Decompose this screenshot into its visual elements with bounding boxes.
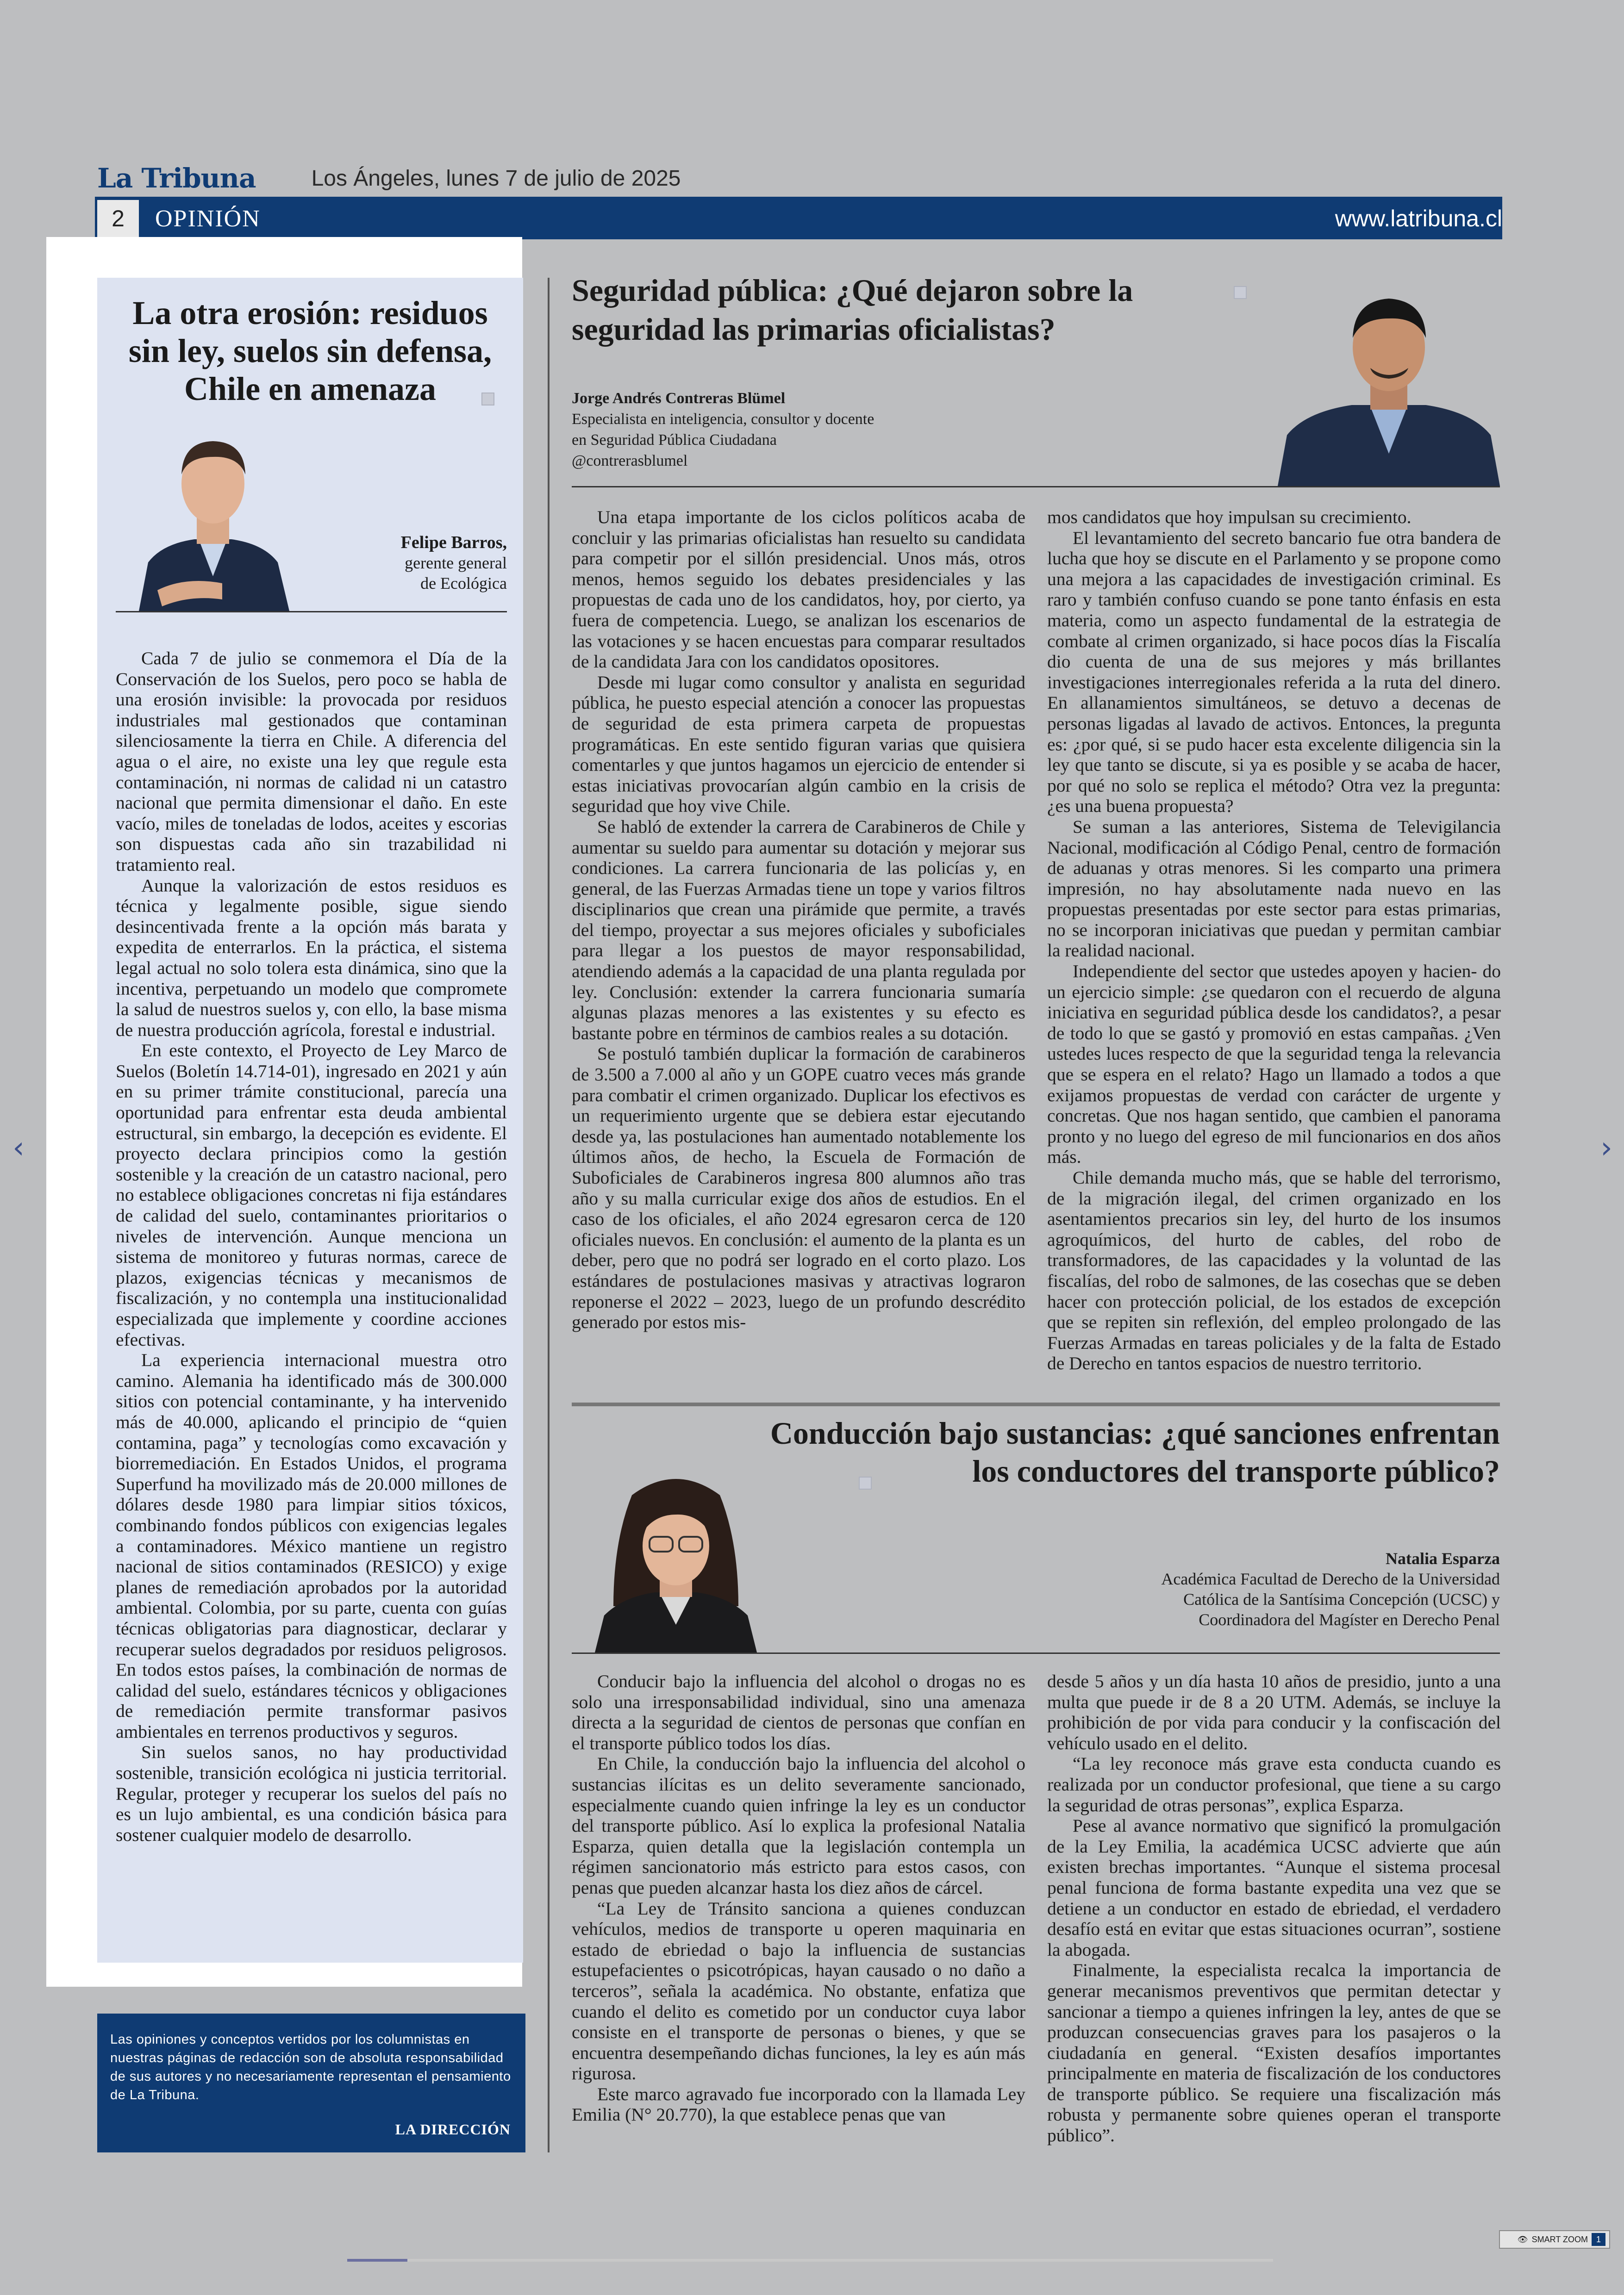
article-link-icon[interactable]: [481, 393, 494, 405]
smart-zoom-counter: 1: [1592, 2233, 1605, 2246]
bottom-paragraph: Este marco agravado fue incorporado con la llamada Ley Emilia (N° 20.770), la que establece penas que van: [572, 2083, 1025, 2125]
top-paragraph: Se suman a las anteriores, Sistema de Televigilancia Nacional, modificación al Código Penal, centro de formación de aduanas y otras menores. Si les comparto una primera impresión, no hay absolutamente nada nuevo en las propuestas presentadas por este sector para estas primarias, no se incorporan iniciativas que puedan y permitan cambiar la realidad nacional.: [1047, 816, 1501, 961]
bottom-title-line: Conducción bajo sustancias: ¿qué sanciones enfrentan: [770, 1416, 1500, 1451]
top-title-line: Seguridad pública: ¿Qué dejaron sobre la: [572, 273, 1133, 308]
top-paragraph: Desde mi lugar como consultor y analista en seguridad pública, he puesto especial atención a conocer las propuestas de seguridad de esta primera carpeta de propuestas programáticas. En este sentido figuran varias que quisiera comentarles y que juntos hagamos un ejercicio de entender si estas iniciativas provocarían algún cambio en la crisis de seguridad que hoy vive Chile.: [572, 672, 1025, 817]
left-paragraph: La experiencia internacional muestra otro camino. Alemania ha identificado más de 300.000 sitios con potencial contaminante, y ha intervenido más de 40.000, aplicando el principio de “quien contamina, paga” y tecnologías como excavación y biorremediación. En Estados Unidos, el programa Superfund ha movilizado más de 20.000 millones de dólares desde 1980 para limpiar sitios tóxicos, combinando fondos públicos con exigencias legales a contaminadores. México mantiene un registro nacional de sitios contaminados (RESICO) y exige planes de remediación aprobados por la autoridad ambiental. Colombia, por su parte, cuenta con guías técnicas obligatorias para diagnosticar, declarar y recuperar suelos degradados por residuos peligrosos. En todos estos países, la combinación de normas de calidad del suelo, estándares técnicos y obligaciones de remediación permite transformar pasivos ambientales en terrenos productivos y seguros.: [116, 1350, 507, 1742]
left-author-company: de Ecológica: [420, 574, 507, 592]
left-paragraph: Sin suelos sanos, no hay productividad sostenible, transición ecológica ni justicia territorial. Regular, proteger y recuperar los suelos del país no es un lujo ambiental, es una condición básica para sostener cualquier modelo de desarrollo.: [116, 1742, 507, 1845]
dateline: Los Ángeles, lunes 7 de julio de 2025: [311, 166, 681, 191]
bottom-paragraph: Pese al avance normativo que significó la promulgación de la Ley Emilia, la académica UCSC advierte que aún existen brechas importantes. “Aunque el sistema procesal penal funciona de forma bastante expedita una vez que se detiene a un conductor en estado de ebriedad, el verdadero desafío está en evitar que estas situaciones ocurran”, sostiene la abogada.: [1047, 1815, 1501, 1960]
top-article-col-1: [572, 507, 1025, 1333]
disclaimer-text: Las opiniones y conceptos vertidos por los columnistas en nuestras páginas de redacción son de absoluta responsabilidad de sus autores y no necesariamente representan el pensamiento de La Tribuna.: [110, 2032, 511, 2102]
bottom-author-role: Católica de la Santísima Concepción (UCSC) y: [1183, 1590, 1500, 1609]
article-separator: [572, 1403, 1500, 1406]
jorge-contreras-photo: [1278, 278, 1500, 486]
smart-zoom-label: SMART ZOOM: [1531, 2234, 1588, 2244]
top-byline: [572, 388, 1035, 471]
masthead: [97, 153, 681, 204]
bottom-author-role: Académica Facultad de Derecho de la Universidad: [1161, 1570, 1500, 1588]
left-paragraph: En este contexto, el Proyecto de Ley Marco de Suelos (Boletín 14.714-01), ingresado en 2021 y aún en su primer trámite constitucional, parecía una oportunidad para enfrentar esta deuda ambiental estructural, sin embargo, la decepción es evidente. El proyecto declara principios como la gestión sostenible y la creación de un catastro nacional, pero no establece obligaciones concretas ni fija estándares de calidad del suelo, contaminantes prioritarios o niveles de intervención. Aunque menciona un sistema de monitoreo y futuras normas, carece de plazos, exigencias técnicas y mecanismos de fiscalización, y no contempla una institucionalidad especializada que implemente y coordine acciones efectivas.: [116, 1040, 507, 1350]
left-article-body: [116, 648, 507, 1845]
bottom-byline: [1065, 1548, 1500, 1630]
top-paragraph: Se postuló también duplicar la formación de carabineros de 3.500 a 7.000 al año y un GOPE cuatro veces más grande para combatir el crimen organizado. Duplicar los efectivos es un requerimiento urgente que se debiera estar ejecutando desde ya, las postulaciones han aumentado notablemente los últimos años, de hecho, la Escuela de Formación de Suboficiales de Carabineros ingresa 800 alumnos año tras año y su malla curricular exige dos años de estudios. En el caso de los oficiales, el año 2024 egresaron cerca de 120 oficiales nuevos. En conclusión: el aumento de la planta es un deber, pero que no podrá ser logrado en el corto plazo. Los estándares de postulaciones masivas y atractivas lograron reponerse el 2022 – 2023, luego de un profundo descrédito generado por estos mis-: [572, 1043, 1025, 1333]
bottom-paragraph: “La ley reconoce más grave esta conducta cuando es realizada por un conductor profesional, que tiene a su cargo la seguridad de otras personas”, explica Esparza.: [1047, 1753, 1501, 1815]
left-paragraph: Cada 7 de julio se conmemora el Día de la Conservación de los Suelos, pero poco se habla de una erosión invisible: la provocada por residuos industriales mal gestionados que contaminan silenciosamente la tierra en Chile. A diferencia del agua o el aire, no existe una ley que regule esta contaminación, ni normas de calidad ni un catastro nacional que permita dimensionar el daño. En este vacío, miles de toneladas de lodos, aceites y escorias son dispuestas cada año sin trazabilidad ni tratamiento real.: [116, 648, 507, 875]
bottom-paragraph: Conducir bajo la influencia del alcohol o drogas no es solo una irresponsabilidad individual, sino una amenaza directa a la seguridad de cientos de personas que confían en el transporte público todos los días.: [572, 1671, 1025, 1753]
left-article-title: La otra erosión: residuos sin ley, suelos sin defensa, Chile en amenaza: [128, 294, 492, 407]
page-number: 2: [97, 200, 139, 237]
editorial-disclaimer: [97, 2014, 525, 2152]
bottom-byline-rule: [572, 1653, 1500, 1654]
newspaper-logo: La Tribuna: [97, 162, 256, 194]
column-divider: [548, 278, 550, 2152]
bottom-paragraph: “La Ley de Tránsito sanciona a quienes conduzcan vehículos, medios de transporte u operen maquinaria en estado de ebriedad o bajo la influencia de sustancias estupefacientes o psicotrópicas, hayan causado o no daño a terceros”, señala la académica. No obstante, enfatiza que cuando el delito es cometido por un conductor cuya labor consiste en el transporte de personas o bienes, y que se encuentra desempeñando dichas funciones, la ley es aún más rigurosa.: [572, 1898, 1025, 2084]
top-byline-rule: [572, 486, 1500, 487]
top-article-col-2: [1047, 507, 1501, 1374]
page-progress-bar[interactable]: [347, 2259, 1273, 2262]
left-author-name: Felipe Barros,: [400, 533, 507, 552]
article-link-icon[interactable]: [859, 1477, 872, 1490]
top-author-name: Jorge Andrés Contreras Blümel: [572, 390, 786, 407]
left-author-role: gerente general: [405, 554, 507, 572]
disclaimer-signature: LA DIRECCIÓN: [395, 2121, 511, 2138]
top-author-role: en Seguridad Pública Ciudadana: [572, 431, 777, 449]
bottom-article-col-2: [1047, 1671, 1501, 2146]
bottom-article-col-1: [572, 1671, 1025, 2125]
left-paragraph: Aunque la valorización de estos residuos es técnica y legalmente posible, sigue siendo desincentivada frente a la opción más barata y expedita de enterrarlos. En la práctica, el sistema legal actual no solo tolera esta dinámica, sino que la incentiva, perpetuando un modelo que compromete la salud de nuestros suelos y, con ello, la base misma de nuestra producción agrícola, forestal e industrial.: [116, 875, 507, 1040]
page-progress-fill: [347, 2259, 407, 2262]
chevron-right-icon[interactable]: ›: [1600, 1131, 1612, 1165]
left-byline: [324, 532, 507, 593]
bottom-author-role: Coordinadora del Magíster en Derecho Penal: [1199, 1610, 1500, 1629]
top-paragraph: mos candidatos que hoy impulsan su crecimiento.: [1047, 507, 1412, 527]
top-paragraph: El levantamiento del secreto bancario fue otra bandera de lucha que hoy se discute en el Parlamento y se propone como una mejora a las capacidades de investigación criminal. Es raro y también confuso cuando se pone tanto énfasis en esta materia, como un aspecto fundamental de la estrategia de combate al crimen organizado, si hace pocos días la Fiscalía dio cuenta de una de sus mejores y más brillantes investigaciones interregionales referida a la ruta del dinero. En allanamientos simultáneos, se detuvo a decenas de personas ligadas al lavado de activos. Entonces, la pregunta es: ¿por qué, si se pudo hacer esta excelente diligencia sin la ley que tanto se discute, si ya es posible y se acaba de hacer, por qué no solo se replica el método? Otra vez la pregunta: ¿es una buena propuesta?: [1047, 527, 1501, 817]
top-author-handle: @contrerasblumel: [572, 452, 688, 469]
felipe-barros-photo: [130, 424, 296, 611]
bottom-paragraph: Finalmente, la especialista recalca la importancia de generar mecanismos preventivos que permitan detectar y sancionar a tiempo a quienes infringen la ley, antes de que se produzcan consecuencias graves para los pasajeros o la ciudadanía en general. “Existen desafíos importantes principalmente en materia de fiscalización de los conductores de transporte público. Se requiere una fiscalización más robusta y permanente sobre quienes operan el transporte público”.: [1047, 1960, 1501, 2146]
top-paragraph: Se habló de extender la carrera de Carabineros de Chile y aumentar su sueldo para aumentar su dotación y mejorar sus condiciones. La carrera funcionaria de las policías y, en general, de las Fuerzas Armadas tiene un tope y varios filtros disciplinarios que crean una pirámide que permite, a través del tiempo, proyectar a sus mejores oficiales y suboficiales para llegar a los puestos de mayor responsabilidad, atendiendo además a la capacidad de una planta regulada por ley. Conclusión: extender la carrera funcionaria sumaría algunas plazas menores a las existentes y su efecto es bastante pobre en términos de cambios reales a su dotación.: [572, 816, 1025, 1043]
article-link-icon[interactable]: [1234, 286, 1247, 299]
site-url: www.latribuna.cl: [1335, 206, 1502, 231]
smart-zoom-button[interactable]: [1499, 2230, 1610, 2249]
top-paragraph: Independiente del sector que ustedes apoyen y hacien- do un ejercicio simple: ¿se quedaron con el recuerdo de alguna iniciativa en seguridad pública desde los candidatos?, a pesar de todo lo que se gastó y promovió en estas campañas. ¿Ven ustedes luces respecto de que la seguridad tenga la relevancia que se espera en el relato? Hago un llamado a todos a que exijamos propuestas de verdad con carácter de urgente y concretas. Que nos hagan sentido, que cambien el panorama pronto y no luego del egreso de mil funcionarios en dos años más.: [1047, 961, 1501, 1167]
bottom-author-name: Natalia Esparza: [1386, 1549, 1500, 1568]
top-paragraph: Chile demanda mucho más, que se hable del terrorismo, de la migración ilegal, del crimen organizado en los asentamientos precarios sin ley, del hurto de los insumos agroquímicos, del hurto de cables, del robo de transformadores, de las capacidades y la voluntad de las fiscalías, del robo de salmones, de las cosechas que se deben hacer con protección policial, de los estados de excepción que se repiten sin reflexión, del empleo prolongado de las Fuerzas Armadas en tareas policiales y de la falta de Estado de Derecho en tantos espacios de nuestro territorio.: [1047, 1167, 1501, 1374]
top-article-title: [572, 271, 1243, 349]
section-title: OPINIÓN: [155, 205, 261, 232]
chevron-left-icon[interactable]: ‹: [12, 1131, 25, 1165]
left-byline-rule: [116, 611, 507, 612]
bottom-paragraph: desde 5 años y un día hasta 10 años de presidio, junto a una multa que puede ir de 8 a 20 UTM. Además, se incluye la prohibición de por vida para conducir y la confiscación del vehículo usado en el delito.: [1047, 1671, 1501, 1753]
top-paragraph: Una etapa importante de los ciclos políticos acaba de concluir y las primarias oficialistas han resuelto su candidata para competir por el sillón presidencial. Unos más, otros menos, hemos seguido los debates presidenciales y las propuestas de cada uno de los candidatos, hoy, por cierto, ya fuera de competencia. Luego, se analizan los escenarios de las votaciones y se hacen encuestas para comparar resultados de la candidata Jara con los candidatos opositores.: [572, 507, 1025, 672]
bottom-article-title: [648, 1414, 1500, 1490]
section-bar: [95, 197, 1502, 239]
eye-icon: 👁: [1517, 2234, 1528, 2244]
bottom-paragraph: En Chile, la conducción bajo la influencia del alcohol o sustancias ilícitas es un delito severamente sancionado, especialmente cuando quien infringe la ley es un conductor del transporte público. Así lo explica la profesional Natalia Esparza, quien detalla que la legislación contempla un régimen sancionatorio más estricto para estos casos, con penas que pueden alcanzar hasta los diez años de cárcel.: [572, 1753, 1025, 1898]
top-title-line: seguridad las primarias oficialistas?: [572, 312, 1056, 347]
natalia-esparza-photo: [586, 1467, 766, 1653]
top-author-role: Especialista en inteligencia, consultor y docente: [572, 411, 874, 428]
bottom-title-line: los conductores del transporte público?: [972, 1453, 1500, 1489]
